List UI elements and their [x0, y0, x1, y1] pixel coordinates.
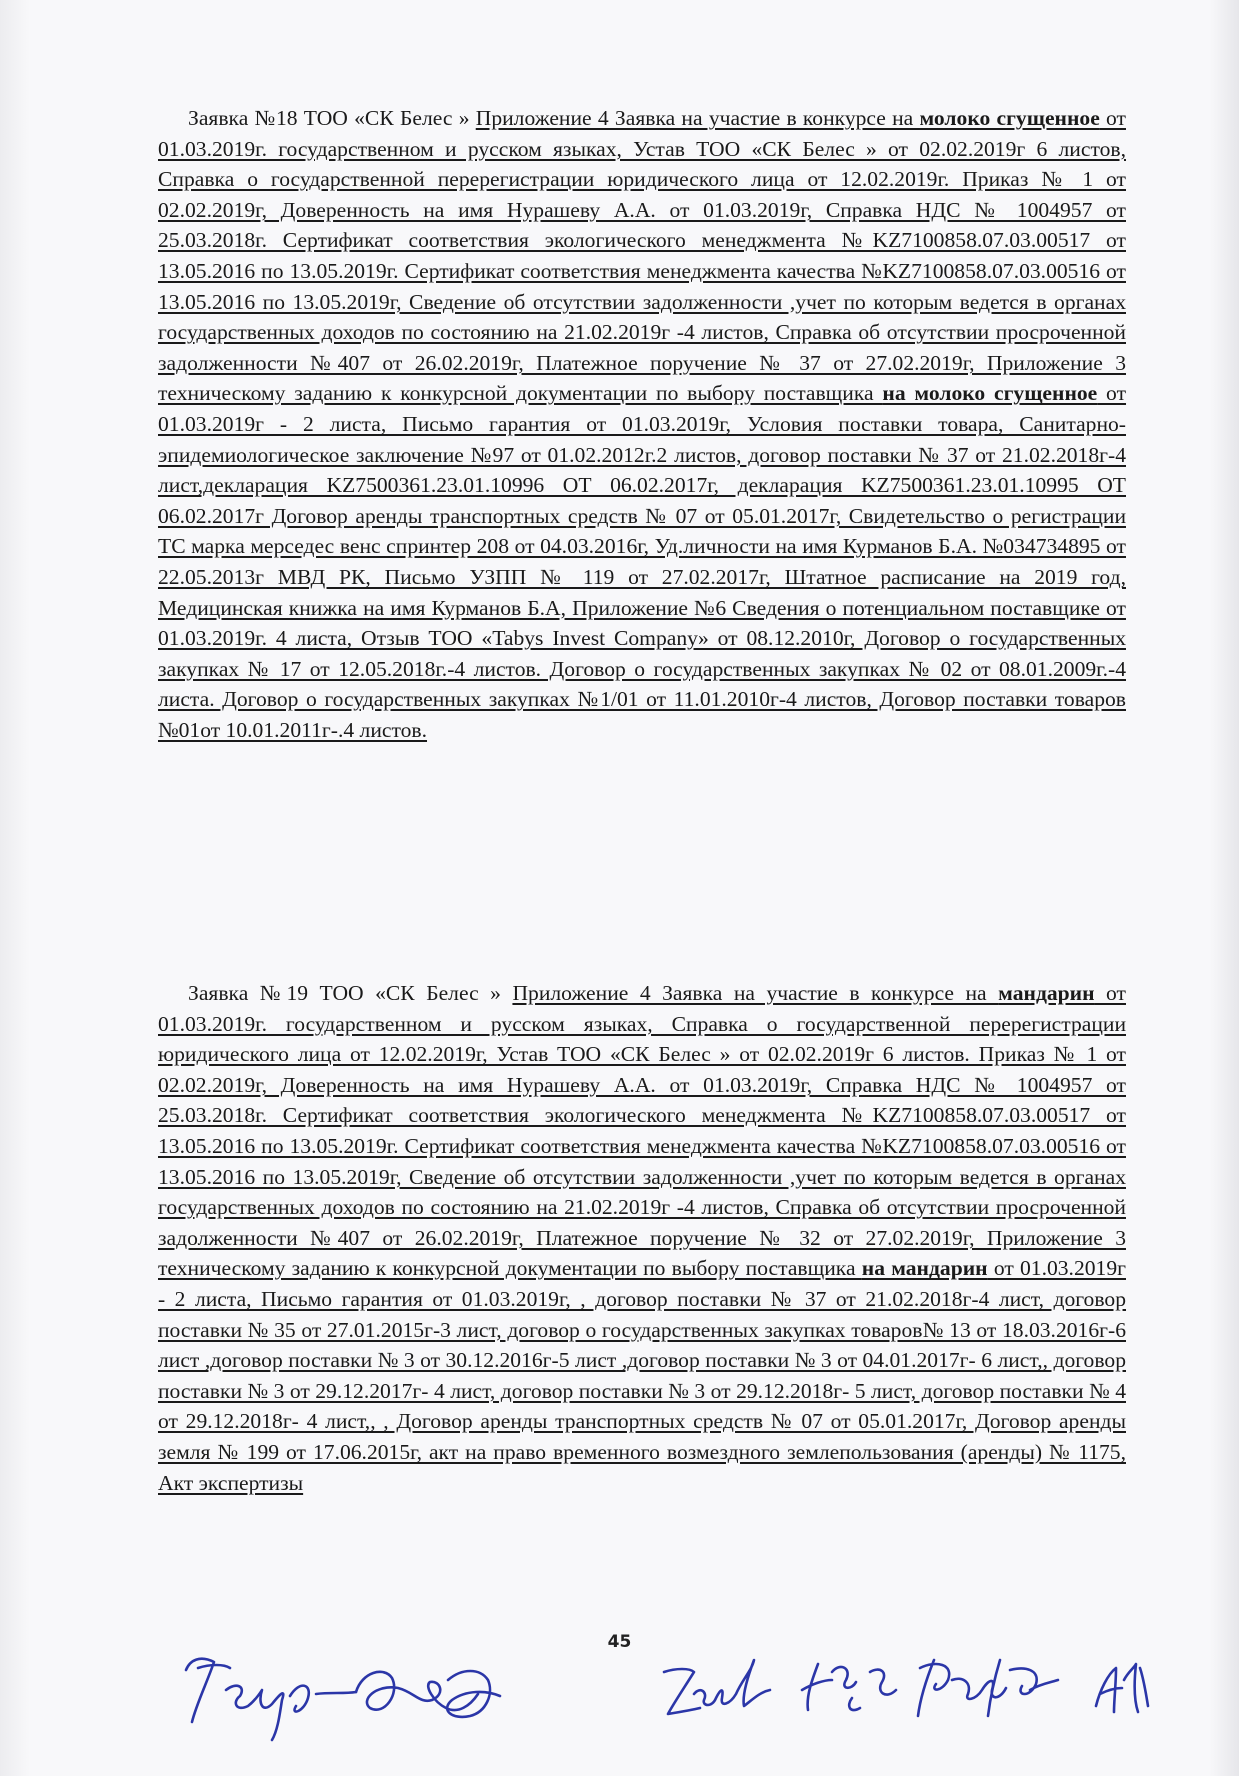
- application-18-lead: Заявка №18 ТОО «СК Белес »: [188, 106, 476, 130]
- application-18-body-1: от 01.03.2019г. государственном и русском языках, Устав ТОО «СК Белес » от 02.02.2019г 6 листов, Справка о государственной перерегистрации юридического лица от 12.02.2019г. Приказ № 1 от 02.02.2019г, Доверенность на имя Нурашеву А.А. от 01.03.2019г, Справка НДС № 1004957 от 25.03.2018г. Сертификат соответствия экологического менеджмента №KZ7100858.07.03.00517 от 13.05.2016 по 13.05.2019г. Сертификат соответствия менеджмента качества №KZ7100858.07.03.00516 от 13.05.2016 по 13.05.2019г, Сведение об отсутствии задолженности ,учет по которым ведется в органах государственных доходов по состоянию на 21.02.2019г -4 листов, Справка об отсутствии просроченной задолженности №407 от 26.02.2019г, Платежное поручение № 37 от 27.02.2019г, Приложение 3 техническому заданию к конкурсной документации по выбору поставщика: [158, 106, 1126, 406]
- application-18-body-2: от 01.03.2019г - 2 листа, Письмо гарантия от 01.03.2019г, Условия поставки товара, Санитарно-эпидемиологическое заключение №97 от 01.02.2012г.2 листов, договор поставки № 37 от 21.02.2018г-4 лист,декларация KZ7500361.23.01.10996 ОТ 06.02.2017г, декларация KZ7500361.23.01.10995 ОТ 06.02.2017г Договор аренды транспортных средств № 07 от 05.01.2017г, Свидетельство о регистрации ТС марка мерседес венс спринтер 208 от 04.03.2016г, Уд.личности на имя Курманов Б.А. №034734895 от 22.05.2013г МВД РК, Письмо УЗПП № 119 от 27.02.2017г, Штатное расписание на 2019 год, Медицинская книжка на имя Курманов Б.А, Приложение №6 Сведения о потенциальном поставщике от 01.03.2019г. 4 листа, Отзыв ТОО «Tabys Invest Company» от 08.12.2010г, Договор о государственных закупках № 17 от 12.05.2018г.-4 листов. Договор о государственных закупках № 02 от 08.01.2009г.-4 листа. Договор о государственных закупках №1/01 от 11.01.2010г-4 листов, Договор поставки товаров №01от 10.01.2011г-.4 листов.: [158, 381, 1127, 742]
- application-19-product: мандарин: [998, 981, 1095, 1005]
- application-19-paragraph: [158, 978, 1126, 1498]
- application-19-body-2: от 01.03.2019г - 2 листа, Письмо гарантия от 01.03.2019г, , договор поставки № 37 от 21.02.2018г-4 лист, договор поставки № 35 от 27.01.2015г-3 лист, договор о государственных закупках товаров№ 13 от 18.03.2016г-6 лист ,договор поставки № 3 от 30.12.2016г-5 лист ,договор поставки № 3 от 04.01.2017г- 6 лист,, договор поставки № 3 от 29.12.2017г- 4 лист, договор поставки № 3 от 29.12.2018г- 5 лист, договор поставки № 4 от 29.12.2018г- 4 лист,, , Договор аренды транспортных средств № 07 от 05.01.2017г, Договор аренды земля № 199 от 17.06.2015г, акт на право временного возмездного землепользования (аренды) № 1175, Акт экспертизы: [158, 1256, 1126, 1495]
- signature-2: [664, 1660, 770, 1714]
- application-18-intro: Приложение 4 Заявка на участие в конкурсе на: [475, 106, 920, 130]
- application-18-product-2: на молоко сгущенное: [882, 381, 1098, 406]
- application-19-body-1: от 01.03.2019г. государственном и русском языках, Справка о государственной перерегистрации юридического лица от 12.02.2019г, Устав ТОО «СК Белес » от 02.02.2019г 6 листов. Приказ № 1 от 02.02.2019г, Доверенность на имя Нурашеву А.А. от 01.03.2019г, Справка НДС № 1004957 от 25.03.2018г. Сертификат соответствия экологического менеджмента №KZ7100858.07.03.00517 от 13.05.2016 по 13.05.2019г. Сертификат соответствия менеджмента качества №KZ7100858.07.03.00516 от 13.05.2016 по 13.05.2019г, Сведение об отсутствии задолженности ,учет по которым ведется в органах государственных доходов по состоянию на 21.02.2019г -4 листов, Справка об отсутствии просроченной задолженности №407 от 26.02.2019г, Платежное поручение № 32 от 27.02.2019г, Приложение 3 техническому заданию к конкурсной документации по выбору поставщика: [158, 981, 1126, 1281]
- application-19-product-2: на мандарин: [861, 1256, 988, 1281]
- page-number: 45: [607, 1632, 632, 1652]
- signature-1: [186, 1659, 356, 1740]
- application-19-lead: Заявка №19 ТОО «СК Белес »: [188, 981, 513, 1005]
- application-18-product: молоко сгущенное: [919, 106, 1100, 130]
- signature-1-flourish: [356, 1671, 500, 1717]
- application-19-intro: Приложение 4 Заявка на участие в конкурсе на: [512, 981, 999, 1005]
- signature-5: [1096, 1664, 1148, 1712]
- signature-4: [918, 1660, 1058, 1716]
- signature-3: [802, 1664, 896, 1710]
- application-18-paragraph: [158, 103, 1126, 745]
